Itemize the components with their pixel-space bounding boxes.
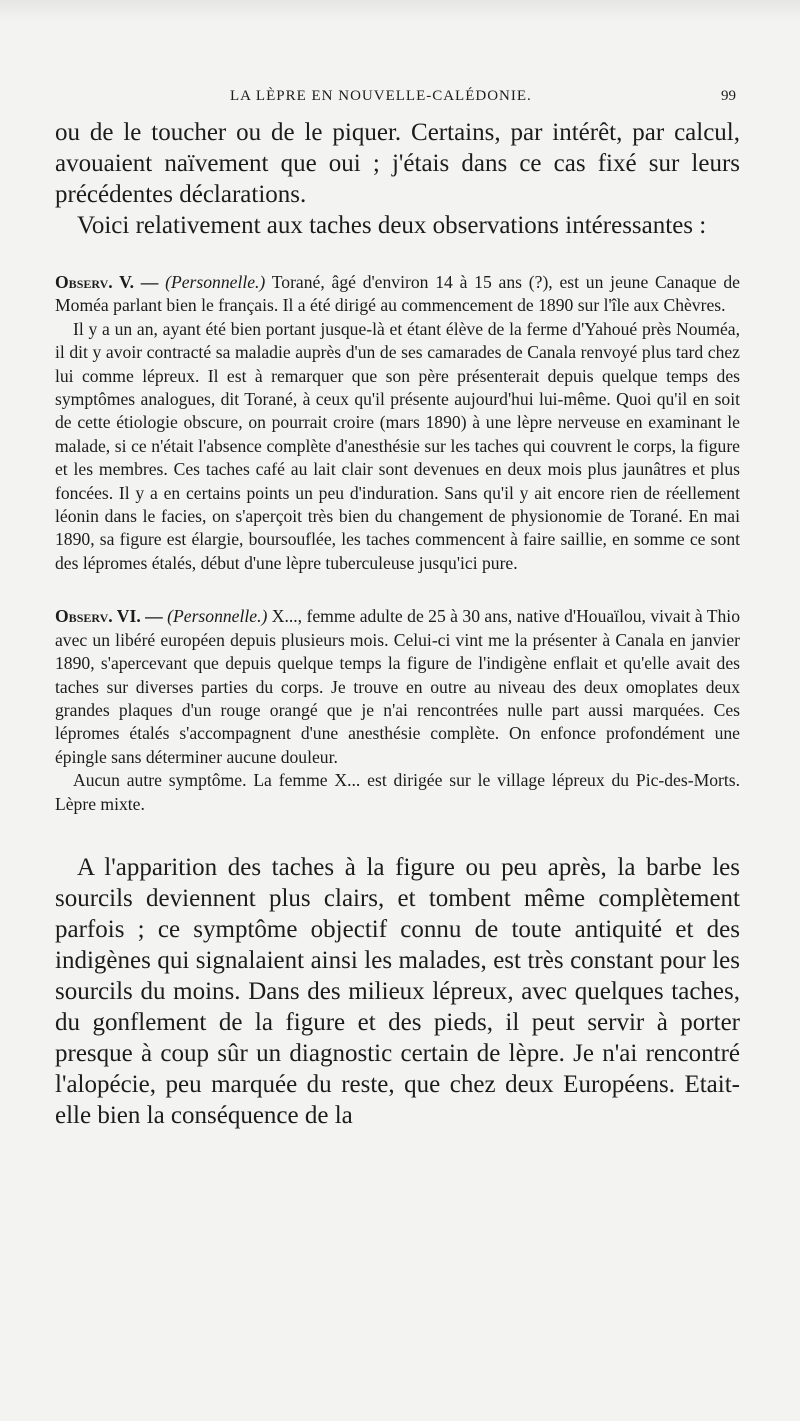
observation-6-text: X..., femme adulte de 25 à 30 ans, native d'Houaïlou, vivait à Thio avec un libéré européen depuis plusieurs mois. Celui-ci vint me la présenter à Canala en janvier 1890, s'apercevant que depuis quelque temps la figure de l'indigène enflait et qu'elle avait des taches sur diverses parties du corps. Je trouve en outre au niveau des deux omoplates deux grandes plaques d'un rouge orangé que je n'ai rencontrées nulle part aussi marquées. Ces lépromes étalés s'accompagnent d'une anesthésie complète. On enfonce profondément une épingle sans déterminer aucune douleur. [55, 606, 740, 767]
observation-5-heading: Observ. V. — [55, 272, 159, 292]
intro-paragraph-1: ou de le toucher ou de le piquer. Certains, par intérêt, par calcul, avouaient naïvement que oui ; j'étais dans ce cas fixé sur leurs précédentes déclarations. [55, 119, 740, 208]
intro-paragraph-2: Voici relativement aux taches deux observations intéressantes : [77, 212, 707, 239]
running-header [55, 88, 740, 105]
observation-6-heading: Observ. VI. — [55, 606, 163, 627]
page-number: 99 [721, 88, 736, 104]
observation-5-paragraph-1 [55, 271, 740, 318]
observation-6-paragraph-2: Aucun autre symptôme. La femme X... est dirigée sur le village lépreux du Pic-des-Morts. Lèpre mixte. [55, 770, 740, 814]
page-body [55, 88, 740, 1131]
running-title: LA LÈPRE EN NOUVELLE-CALÉDONIE. [230, 88, 532, 104]
observation-6-paragraph-1 [55, 605, 740, 769]
observation-6-label: (Personnelle.) [167, 606, 268, 627]
observation-5-paragraph-2: Il y a un an, ayant été bien portant jusque-là et étant élève de la ferme d'Yahoué près Nouméa, il dit y avoir contracté sa maladie auprès d'un de ses camarades de Canala renvoyé plus tard chez lui comme lépreux. Il est à remarquer que son père présenterait depuis quelque temps des symptômes analogues, dit Torané, à ceux qu'il présente aujourd'hui lui-même. Quoi qu'il en soit de cette étiologie obscure, on pourrait croire (mars 1890) à une lèpre nerveuse en examinant le malade, si ce n'était l'absence complète d'anesthésie sur les taches qui couvrent le corps, la figure et les membres. Ces taches café au lait clair sont devenues en deux mois plus jaunâtres et plus foncées. Il y a en certains points un peu d'induration. Sans qu'il y ait encore rien de réellement léonin dans le facies, on s'aperçoit très bien du changement de physionomie de Torané. En mai 1890, sa figure est élargie, boursouflée, les taches commencent à faire saillie, en somme ce sont des lépromes étalés, début d'une lèpre tuberculeuse jusqu'ici pure. [55, 318, 740, 573]
closing-paragraph: A l'apparition des taches à la figure ou peu après, la barbe les sourcils deviennent plus clairs, et tombent même complètement parfois ; ce symptôme objectif connu de toute antiquité et des indigènes qui signalaient ainsi les malades, est très constant pour les sourcils du moins. Dans des milieux lépreux, avec quelques taches, du gonflement de la figure et des pieds, il peut servir à porter presque à coup sûr un diagnostic certain de lèpre. Je n'ai rencontré l'alopécie, peu marquée du reste, que chez deux Européens. Etait-elle bien la conséquence de la [55, 853, 740, 1129]
observation-5-label: (Personnelle.) [165, 272, 266, 292]
scan-edge-shadow [0, 0, 800, 22]
observation-5-text: Torané, âgé d'environ 14 à 15 ans (?), est un jeune Canaque de Moméa parlant bien le français. Il a été dirigé au commencement de 1890 sur l'île aux Chèvres. [55, 272, 740, 316]
